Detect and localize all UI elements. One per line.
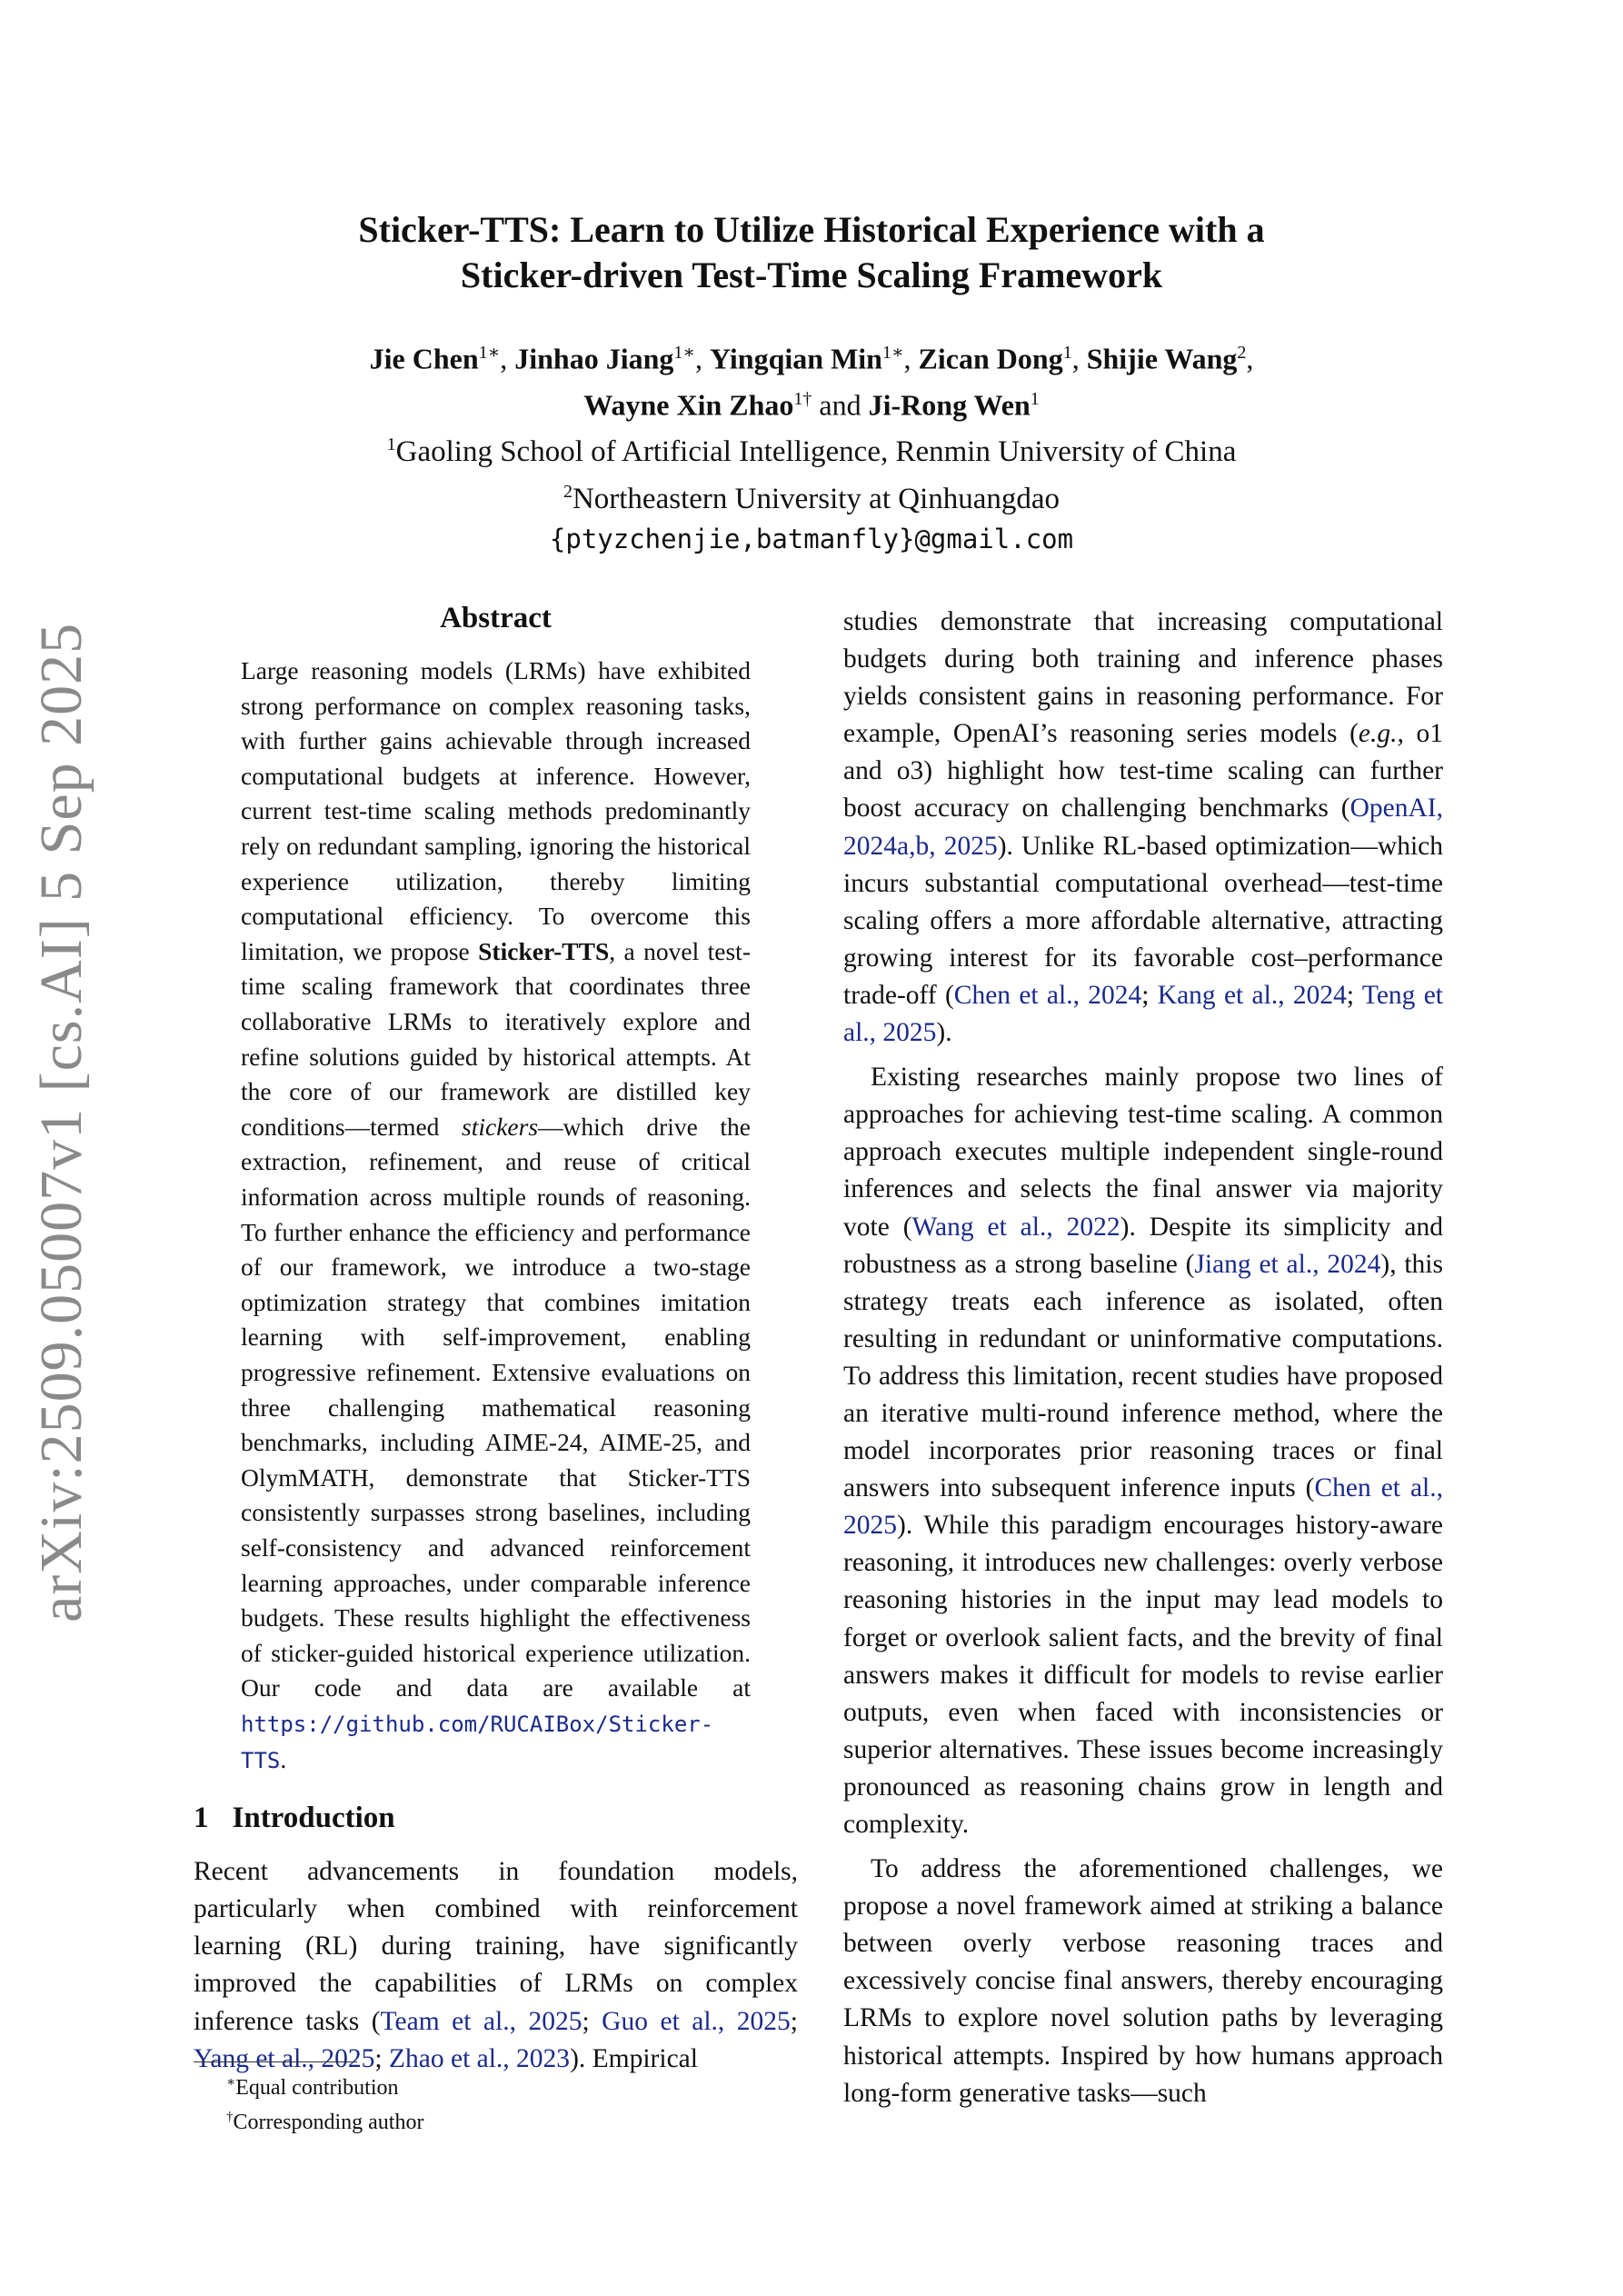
paper-title: Sticker-TTS: Learn to Utilize Historical Experience with a Sticker-driven Test-Time Scaling Framework bbox=[358, 209, 1265, 295]
author-name: Jinhao Jiang bbox=[514, 342, 674, 375]
footnote-corresponding-author: †Corresponding author bbox=[226, 2110, 424, 2134]
affiliation-2: $^2$Northeastern University at Qinhuangdao bbox=[563, 482, 1060, 516]
abstract-text: Large reasoning models (LRMs) have exhibited strong performance on complex reasoning tasks, with further gains achievable through increased computational budgets at inference. However, current test-time scaling methods predominantly rely on redundant sampling, ignoring the historical experience utilization, thereby limiting computational efficiency. To overcome this limitation, we propose Sticker-TTS, a novel test-time scaling framework that coordinates three collaborative LRMs to iteratively explore and refine solutions guided by historical attempts. At the core of our framework are distilled key conditions—termed stickers—which drive the extraction, refinement, and reuse of critical information across multiple rounds of reasoning. To further enhance the efficiency and performance of our framework, we introduce a two-stage optimization strategy that combines imitation learning with self-improvement, enabling progressive refinement. Extensive evaluations on three challenging mathematical reasoning benchmarks, including AIME-24, AIME-25, and OlymMATH, demonstrate that Sticker-TTS consistently surpasses strong baselines, including self-consistency and advanced reinforcement learning approaches, under comparable inference budgets. These results highlight the effectiveness of sticker-guided historical experience utilization. Our code and data are available at https://github.com/RUCAIBox/Sticker-TTS. bbox=[241, 656, 751, 1773]
code-repo-link[interactable]: https://github.com/RUCAIBox/Sticker-TTS bbox=[241, 1711, 714, 1773]
citation-link[interactable]: Chen et al., 2024 bbox=[953, 980, 1142, 1010]
author-name: Wayne Xin Zhao bbox=[583, 388, 794, 422]
author-name: Yingqian Min bbox=[709, 342, 882, 375]
paper-header bbox=[182, 207, 1441, 559]
citation-link[interactable]: Chen et al., 2025 bbox=[843, 1473, 1443, 1541]
footnote-equal-contribution: ∗Equal contribution bbox=[226, 2075, 399, 2100]
body-paragraph: studies demonstrate that increasing computational budgets during both training and inference phases yields consistent gains in reasoning performance. For example, OpenAI’s reasoning series models (e.g., o1 and o3) highlight how test-time scaling can further boost accuracy on challenging benchmarks (OpenAI, 2024a,b, 2025). Unlike RL-based optimization—which incurs substantial computational overhead—test-time scaling offers a more affordable alternative, attracting growing interest for its favorable cost–performance trade-off (Chen et al., 2024; Kang et al., 2024; Teng et al., 2025). bbox=[843, 607, 1444, 1048]
abstract-heading: Abstract bbox=[440, 602, 552, 634]
body-paragraph: Existing researches mainly propose two lines of approaches for achieving test-time scaling. A common approach executes multiple independent single-round inferences and selects the final answer via majority vote (Wang et al., 2022). Despite its simplicity and robustness as a strong baseline (Jiang et al., 2024), this strategy treats each inference as isolated, often resulting in redundant or uninformative computations. To address this limitation, recent studies have proposed an iterative multi-round inference method, where the model incorporates prior reasoning traces or final answers into subsequent inference inputs (Chen et al., 2025). While this paradigm encourages history-aware reasoning, it introduces new challenges: overly verbose reasoning histories in the input may lead models to forget or overlook salient facts, and the brevity of final answers makes it difficult for models to revise earlier outputs, even when faced with inconsistencies or superior alternatives. These issues become increasingly pronounced as reasoning chains grow in length and complexity. bbox=[843, 1063, 1443, 1839]
author-name: Shijie Wang bbox=[1086, 342, 1238, 375]
citation-link[interactable]: Zhao et al., 2023 bbox=[388, 2043, 571, 2073]
citation-link[interactable]: Team et al., 2025 bbox=[380, 2006, 582, 2036]
arxiv-identifier: arXiv:2509.05007v1 [cs.AI] 5 Sep 2025 bbox=[28, 622, 95, 1622]
author-name: Zican Dong bbox=[918, 342, 1063, 375]
citation-link[interactable]: Teng et al., 2025 bbox=[843, 980, 1443, 1048]
author-name: Ji-Rong Wen bbox=[868, 388, 1031, 422]
contact-email: {ptyzchenjie,batmanfly}@gmail.com bbox=[549, 524, 1074, 555]
author-name: Jie Chen bbox=[369, 342, 479, 375]
citation-link[interactable]: Guo et al., 2025 bbox=[602, 2006, 791, 2036]
section-heading-introduction: 1 Introduction bbox=[194, 1802, 395, 1835]
citation-link[interactable]: Wang et al., 2022 bbox=[911, 1212, 1120, 1242]
author-list: Jie Chen$^{1∗}$, Jinhao Jiang$^{1∗}$, Yingqian Min$^{1∗}$, Zican Dong$^1$, Shijie Wang$^2$, Wayne Xin Zhao$^{1\dagger}$ and Ji-Rong Wen$^1$ bbox=[369, 342, 1254, 422]
citation-link[interactable]: OpenAI, 2024a,b, 2025 bbox=[843, 794, 1443, 861]
footnote-rule bbox=[194, 2061, 357, 2062]
affiliation-1: $^1$Gaoling School of Artificial Intelligence, Renmin University of China bbox=[386, 434, 1237, 469]
footnotes bbox=[194, 2061, 798, 2137]
citation-link[interactable]: Kang et al., 2024 bbox=[1157, 980, 1347, 1010]
body-paragraph: To address the aforementioned challenges, we propose a novel framework aimed at striking a balance between overly verbose reasoning traces and excessively concise final answers, thereby encouraging LRMs to explore novel solution paths by leveraging historical attempts. Inspired by how humans approach long-form generative tasks—such bbox=[843, 1854, 1443, 2108]
citation-link[interactable]: Jiang et al., 2024 bbox=[1194, 1249, 1381, 1279]
left-column bbox=[194, 600, 798, 2078]
right-column bbox=[843, 604, 1443, 2112]
citation-link[interactable]: Yang et al., 2025 bbox=[194, 2043, 375, 2073]
intro-paragraph: Recent advancements in foundation models, particularly when combined with reinforcement learning (RL) during training, have significantly improved the capabilities of LRMs on complex inference tasks (Team et al., 2025; Guo et al., 2025; Yang et al., 2025; Zhao et al., 2023). Empirical bbox=[194, 1857, 798, 2073]
